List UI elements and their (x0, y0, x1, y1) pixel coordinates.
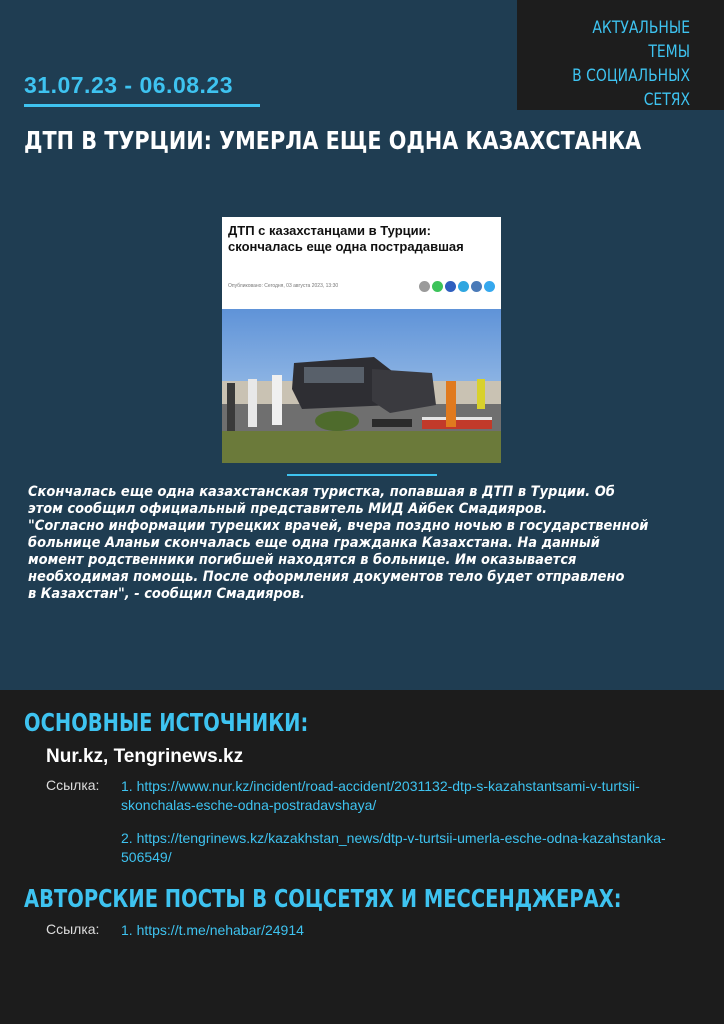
body-line: в Казахстан", - сообщил Смадияров. (28, 586, 305, 602)
article-meta: Опубликовано: Сегодня, 03 августа 2023, 13:30 (228, 283, 339, 289)
vk-icon (471, 281, 482, 292)
author-link-label: Ссылка: (46, 921, 100, 937)
body-line: Скончалась еще одна казахстанская туристка, попавшая в ДТП в Турции. Об (28, 484, 615, 500)
author-posts-title: АВТОРСКИЕ ПОСТЫ В СОЦСЕТЯХ И МЕССЕНДЖЕРАХ: (24, 884, 622, 913)
link-icon (419, 281, 430, 292)
body-line: необходимая помощь. После оформления документов тело будет отправлено (28, 569, 625, 585)
article-body (28, 484, 708, 603)
share-icons (419, 281, 495, 292)
article-meta-row (228, 281, 495, 295)
twitter-icon (484, 281, 495, 292)
sources-names: Nur.kz, Tengrinews.kz (46, 746, 244, 767)
facebook-icon (445, 281, 456, 292)
badge-line: СЕТЯХ (643, 90, 690, 110)
accident-photo (222, 309, 501, 463)
body-line: "Согласно информации турецких врачей, вчера поздно ночью в государственной (28, 518, 649, 534)
body-line: этом сообщил официальный представитель МИД Айбек Смадияров. (28, 501, 548, 517)
topic-badge (517, 0, 724, 110)
whatsapp-icon (432, 281, 443, 292)
badge-line: В СОЦИАЛЬНЫХ (572, 66, 690, 86)
source-link-tengrinews[interactable]: 2. https://tengrinews.kz/kazakhstan_news/dtp-v-turtsii-umerla-esche-odna-kazahstanka-506549/ (121, 830, 666, 865)
sources-link-label: Ссылка: (46, 777, 100, 793)
article-title: ДТП с казахстанцами в Турции: скончалась еще одна пострадавшая (228, 223, 464, 254)
telegram-icon (458, 281, 469, 292)
date-underline (24, 104, 260, 107)
author-link-telegram[interactable]: 1. https://t.me/nehabar/24914 (121, 922, 304, 938)
badge-line: АКТУАЛЬНЫЕ ТЕМЫ (592, 18, 690, 62)
section-divider (287, 474, 437, 476)
headline: ДТП В ТУРЦИИ: УМЕРЛА ЕЩЕ ОДНА КАЗАХСТАНКА (24, 126, 642, 155)
date-range: 31.07.23 - 06.08.23 (24, 72, 233, 98)
body-line: больнице Аланьи скончалась еще одна гражданка Казахстана. На данный (28, 535, 600, 551)
source-link-nur[interactable]: 1. https://www.nur.kz/incident/road-accident/2031132-dtp-s-kazahstantsami-v-turtsii-skonchalas-esche-odna-postradavshaya/ (121, 778, 640, 813)
body-line: момент родственники погибшей находятся в больнице. Им оказывается (28, 552, 577, 568)
sources-title: ОСНОВНЫЕ ИСТОЧНИКИ: (24, 708, 309, 737)
article-screenshot (222, 217, 501, 463)
